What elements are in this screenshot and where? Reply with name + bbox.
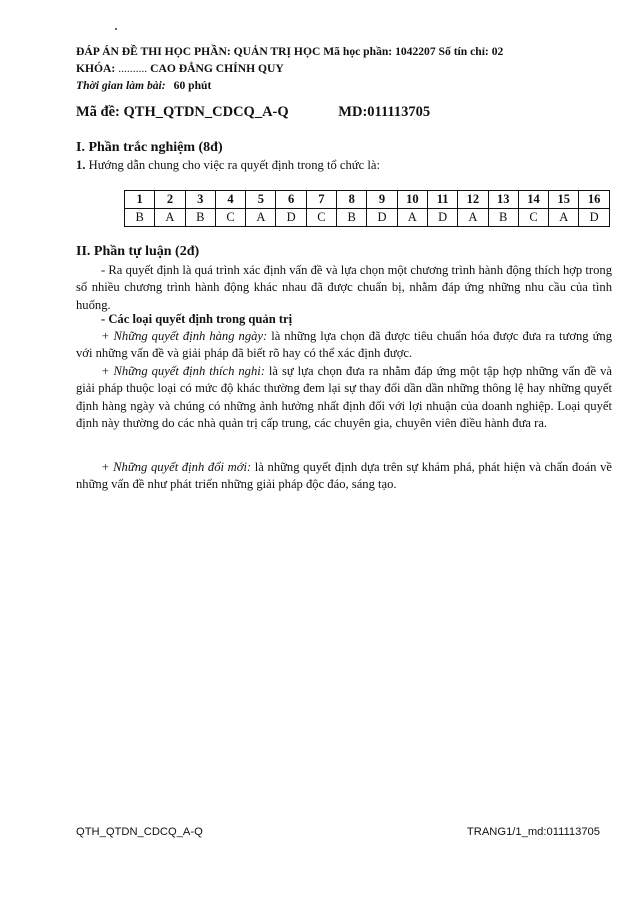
answer-key-row — [125, 209, 610, 227]
daily-decisions-paragraph — [76, 328, 612, 363]
question-number-cell: 15 — [549, 191, 579, 209]
header-title-line: ĐÁP ÁN ĐỀ THI HỌC PHẦN: QUẢN TRỊ HỌC Mã học phần: 1042207 Số tín chỉ: 02 — [76, 45, 504, 58]
part1-title: I. Phần trắc nghiệm (8đ) — [76, 140, 223, 155]
scan-speck — [115, 28, 117, 30]
question-number-cell: 16 — [579, 191, 609, 209]
question-number-cell: 12 — [458, 191, 488, 209]
question-number-cell: 5 — [246, 191, 276, 209]
definition-paragraph: - Ra quyết định là quá trình xác định vấn đề và lựa chọn một chương trình hành động thích hợp trong số nhiều chương trình hành động khác nhau đã được chuẩn bị, nhằm đáp ứng những nhu cầu của tình huống. — [76, 263, 612, 312]
question-1 — [76, 158, 380, 173]
footer-page-info: TRANG1/1_md:011113705 — [466, 826, 600, 838]
question-number-cell: 8 — [337, 191, 367, 209]
answer-cell: C — [306, 209, 336, 227]
question-number: 1. — [76, 158, 86, 172]
question-text: Hướng dẫn chung cho việc ra quyết định trong tổ chức là: — [88, 158, 380, 172]
decision-types-heading: - Các loại quyết định trong quản trị — [101, 312, 293, 326]
header-khoa-line — [76, 62, 284, 75]
khoa-label: KHÓA: — [76, 62, 116, 75]
daily-decisions-text: là những lựa chọn đã được tiêu chuẩn hóa được đưa ra tương ứng với những vấn đề và giải pháp đã biết rõ hay có thể xác định được. — [76, 329, 612, 361]
answer-cell: D — [579, 209, 609, 227]
adaptive-decisions-text: là sự lựa chọn đưa ra nhằm đáp ứng một tập hợp những vấn đề và giải pháp thuộc loại có mức độ khác thường đem lại sự thay đổi dần dần những thông lệ hay những quyết định hàng ngày và chúng có những ảnh hưởng nhất định đối với lợi nhuận của doanh nghiệp. Loại quyết định này thường do các nhà quản trị cấp trung, các chuyên gia, chuyên viên điều hành đưa ra. — [76, 364, 612, 431]
answer-cell: D — [367, 209, 397, 227]
khoa-value: CAO ĐẲNG CHÍNH QUY — [150, 62, 284, 75]
adaptive-decisions-term: + Những quyết định thích nghi: — [101, 364, 265, 378]
question-number-cell: 2 — [155, 191, 185, 209]
question-number-cell: 3 — [185, 191, 215, 209]
answer-cell: A — [397, 209, 427, 227]
answer-cell: B — [488, 209, 518, 227]
answer-cell: D — [427, 209, 457, 227]
question-number-cell: 4 — [215, 191, 245, 209]
answer-table — [124, 190, 610, 227]
adaptive-decisions-paragraph — [76, 363, 612, 433]
khoa-dots: .......... — [118, 62, 148, 75]
time-label: Thời gian làm bài: — [76, 79, 166, 92]
exam-code-line — [76, 104, 430, 121]
time-value: 60 phút — [173, 79, 212, 92]
answer-cell: C — [215, 209, 245, 227]
md-code: MD:011113705 — [338, 104, 431, 120]
question-number-cell: 14 — [518, 191, 548, 209]
answer-cell: A — [246, 209, 276, 227]
question-number-cell: 7 — [306, 191, 336, 209]
answer-cell: B — [185, 209, 215, 227]
answer-cell: B — [337, 209, 367, 227]
question-number-cell: 13 — [488, 191, 518, 209]
answer-cell: D — [276, 209, 306, 227]
innovative-decisions-term: + Những quyết định đổi mới: — [101, 460, 252, 474]
answer-cell: A — [155, 209, 185, 227]
answer-number-row — [125, 191, 610, 209]
answer-cell: C — [518, 209, 548, 227]
question-number-cell: 9 — [367, 191, 397, 209]
answer-cell: A — [549, 209, 579, 227]
innovative-decisions-text: là những quyết định dựa trên sự khám phá, phát hiện và chẩn đoán về những vấn đề như phát triển những giải pháp độc đáo, sáng tạo. — [76, 460, 612, 492]
question-number-cell: 10 — [397, 191, 427, 209]
answer-cell: B — [125, 209, 155, 227]
innovative-decisions-paragraph — [76, 459, 612, 494]
daily-decisions-term: + Những quyết định hàng ngày: — [101, 329, 268, 343]
question-number-cell: 6 — [276, 191, 306, 209]
question-number-cell: 11 — [427, 191, 457, 209]
question-number-cell: 1 — [125, 191, 155, 209]
part2-title: II. Phần tự luận (2đ) — [76, 244, 200, 259]
footer-exam-code: QTH_QTDN_CDCQ_A-Q — [76, 826, 203, 838]
answer-cell: A — [458, 209, 488, 227]
header-time-line — [76, 79, 211, 92]
exam-code: Mã đề: QTH_QTDN_CDCQ_A-Q — [76, 104, 289, 120]
